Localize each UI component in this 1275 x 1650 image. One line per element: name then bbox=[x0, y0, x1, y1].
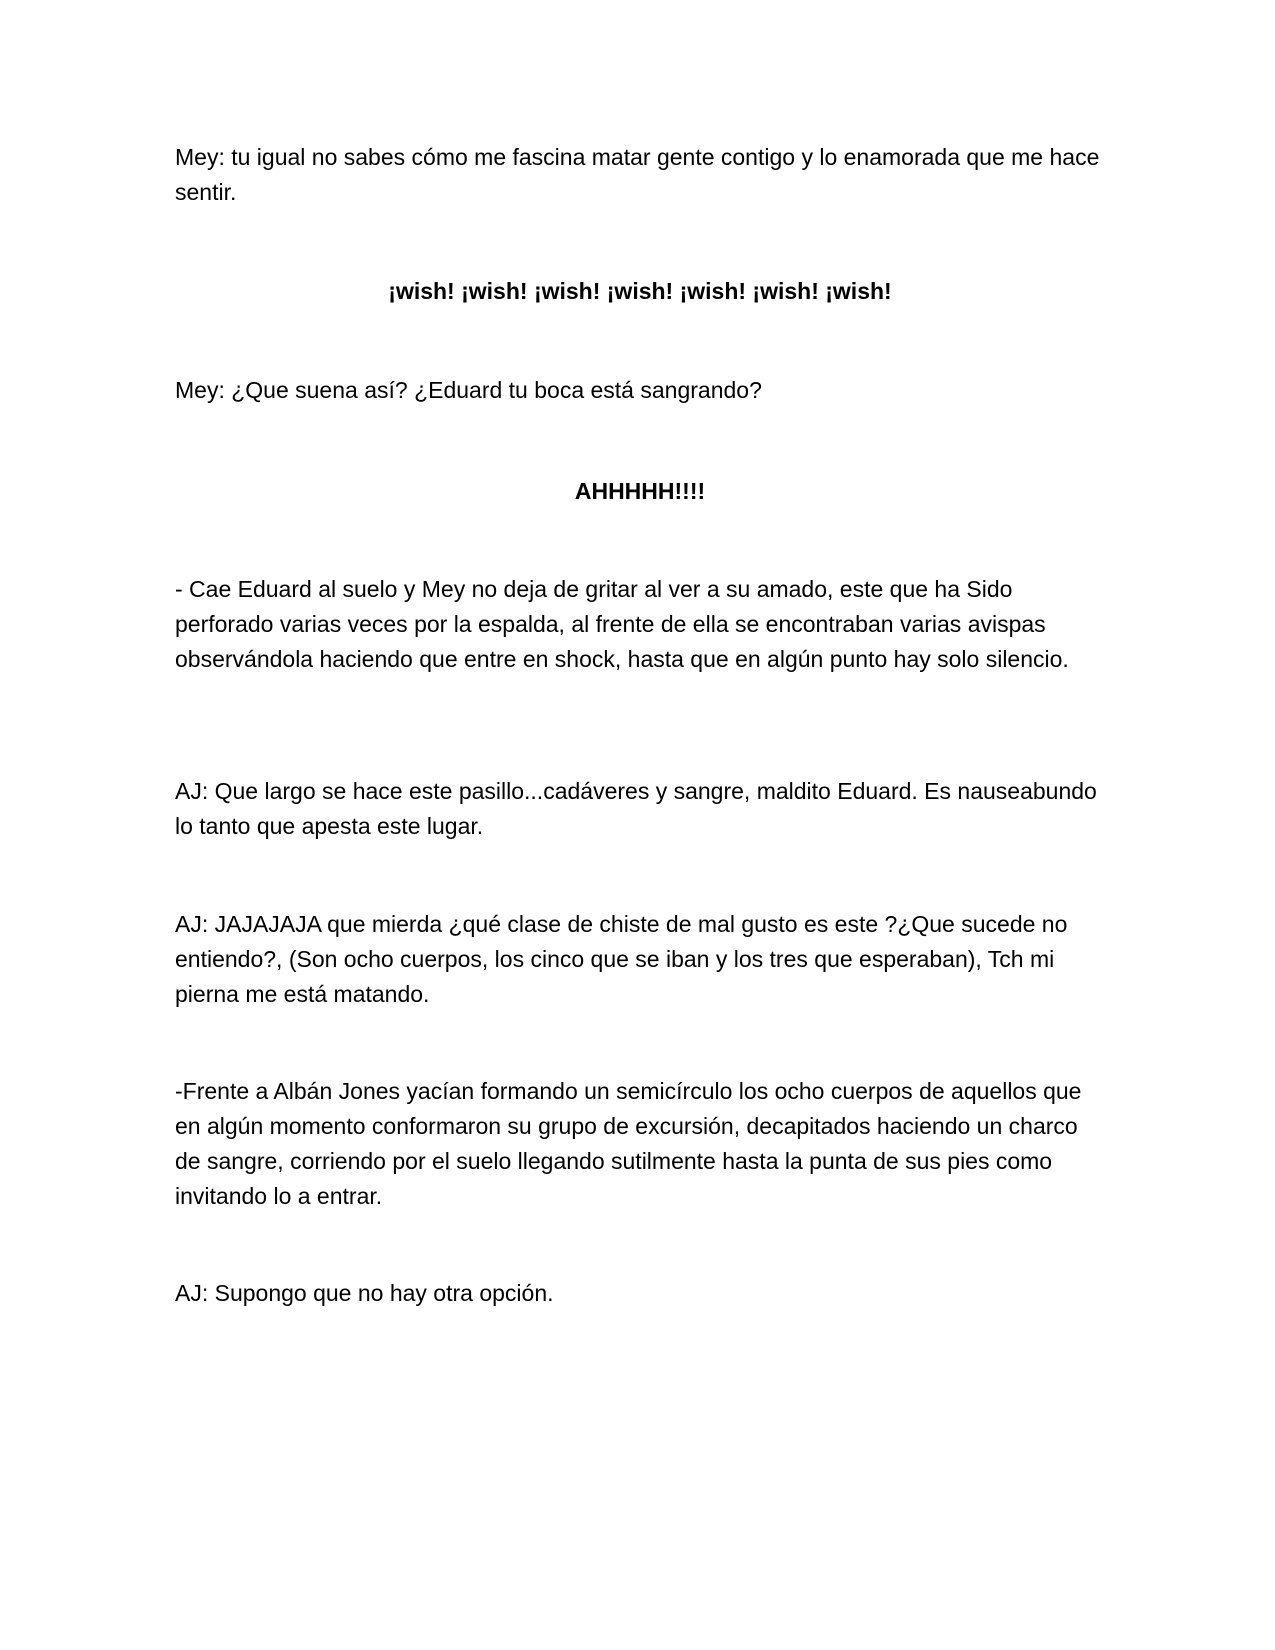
sound-effect-wish: ¡wish! ¡wish! ¡wish! ¡wish! ¡wish! ¡wish! ¡wish! bbox=[388, 278, 892, 304]
paragraph-mey-fascina: Mey: tu igual no sabes cómo me fascina matar gente contigo y lo enamorada que me hace sentir. bbox=[175, 144, 1100, 205]
paragraph-cae-eduard: - Cae Eduard al suelo y Mey no deja de gritar al ver a su amado, este que ha Sido perforado varias veces por la espalda, al frente de ella se encontraban varias avispas observándola haciendo que entre en shock, hasta que en algún punto hay solo silencio. bbox=[175, 576, 1069, 672]
paragraph-aj-pasillo: AJ: Que largo se hace este pasillo...cadáveres y sangre, maldito Eduard. Es nauseabundo lo tanto que apesta este lugar. bbox=[175, 778, 1097, 839]
paragraph-frente-alban: -Frente a Albán Jones yacían formando un semicírculo los ocho cuerpos de aquellos que en algún momento conformaron su grupo de excursión, decapitados haciendo un charco de sangre, corriendo por el suelo llegando sutilmente hasta la punta de sus pies como invitando lo a entrar. bbox=[175, 1078, 1082, 1209]
paragraph-mey-sangrando: Mey: ¿Que suena así? ¿Eduard tu boca está sangrando? bbox=[175, 377, 762, 403]
paragraph-aj-jajaja: AJ: JAJAJAJA que mierda ¿qué clase de chiste de mal gusto es este ?¿Que sucede no entiendo?, (Son ocho cuerpos, los cinco que se iban y los tres que esperaban), Tch mi pierna me está matando. bbox=[175, 911, 1068, 1007]
scream-ahhhhh: AHHHHH!!!! bbox=[574, 478, 706, 504]
paragraph-aj-supongo: AJ: Supongo que no hay otra opción. bbox=[175, 1280, 554, 1306]
